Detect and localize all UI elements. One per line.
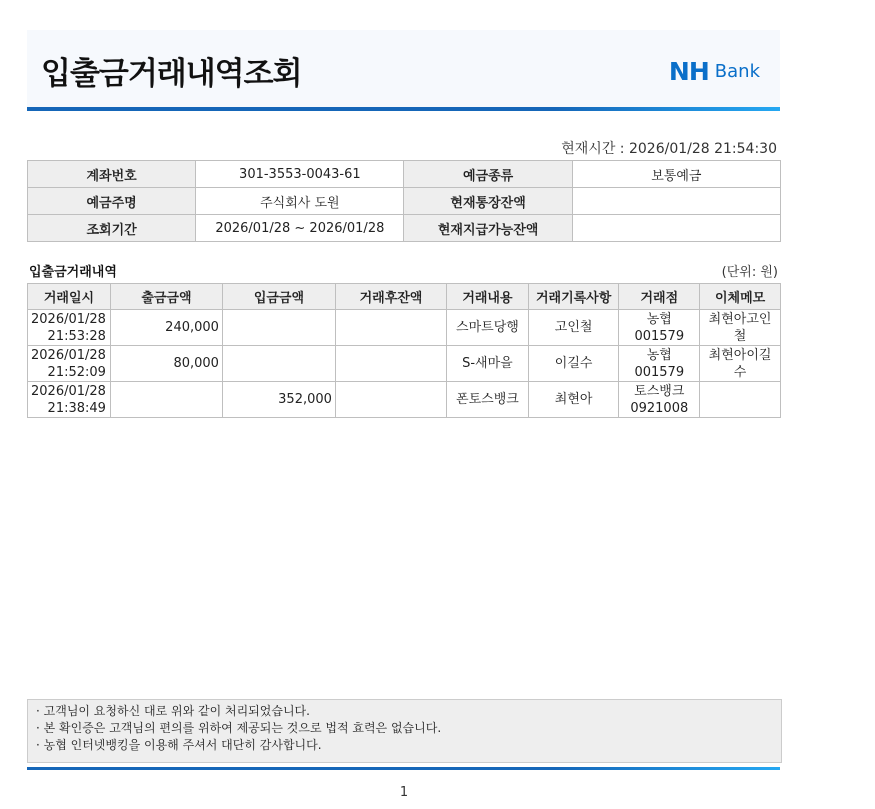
current-time-value: 2026/01/28 21:54:30: [628, 141, 777, 157]
account-no-label: 계좌번호: [28, 161, 196, 188]
info-row: [28, 188, 781, 215]
tx-withdrawal: 240,000: [110, 310, 222, 346]
tx-content: 스마트당행: [447, 310, 529, 346]
section-title: 입출금거래내역: [29, 265, 117, 280]
tx-time: 21:38:49: [47, 400, 106, 416]
notice-line: · 고객님이 요청하신 대로 위와 같이 처리되었습니다.: [36, 704, 310, 718]
column-header: 거래일시: [28, 284, 111, 310]
tx-datetime: [28, 346, 111, 382]
tx-time: 21:53:28: [47, 328, 106, 344]
available-value: [572, 215, 780, 242]
column-header: 거래기록사항: [528, 284, 619, 310]
logo-nh-text: NH: [668, 56, 709, 86]
tx-record: 고인철: [528, 310, 619, 346]
notice-box: [27, 699, 782, 763]
page-title: 입출금거래내역조회: [41, 56, 302, 92]
logo-bank-text: Bank: [714, 60, 760, 82]
available-label: 현재지급가능잔액: [404, 215, 572, 242]
column-header: 거래점: [619, 284, 700, 310]
current-time-label: 현재시간 :: [561, 141, 629, 157]
tx-date: 2026/01/28: [31, 383, 106, 399]
tx-branch-line1: 농협 001579: [634, 311, 685, 344]
tx-branch-line2: 0921008: [630, 400, 689, 416]
table-header-row: [28, 284, 781, 310]
notice-line: · 농협 인터넷뱅킹을 이용해 주셔서 대단히 감사합니다.: [36, 738, 322, 752]
column-header: 입금금액: [222, 284, 335, 310]
tx-balance: [335, 310, 446, 346]
table-row: [28, 346, 781, 382]
transactions-table: [27, 283, 781, 418]
column-header: 출금금액: [110, 284, 222, 310]
tx-time: 21:52:09: [47, 364, 106, 380]
table-row: [28, 310, 781, 346]
notice-line: · 본 확인증은 고객님의 편의를 위하여 제공되는 것으로 법적 효력은 없습니다.: [36, 721, 442, 735]
tx-memo: 최현아이길수: [700, 346, 781, 382]
balance-value: [572, 188, 780, 215]
tx-deposit: [222, 346, 335, 382]
nh-bank-logo: [669, 57, 760, 85]
tx-branch: [619, 346, 700, 382]
tx-branch: [619, 382, 700, 418]
tx-branch-line1: 토스뱅크: [634, 383, 685, 399]
column-header: 거래후잔액: [335, 284, 446, 310]
tx-balance: [335, 382, 446, 418]
tx-memo: 최현아고인철: [700, 310, 781, 346]
tx-record: 최현아: [528, 382, 619, 418]
unit-label: (단위: 원): [721, 265, 778, 280]
holder-value: 주식회사 도원: [196, 188, 404, 215]
table-row: [28, 382, 781, 418]
tx-deposit: 352,000: [222, 382, 335, 418]
info-row: [28, 215, 781, 242]
tx-memo: [700, 382, 781, 418]
balance-label: 현재통장잔액: [404, 188, 572, 215]
header-divider: [27, 107, 780, 111]
deposit-type-label: 예금종류: [404, 161, 572, 188]
tx-withdrawal: 80,000: [110, 346, 222, 382]
holder-label: 예금주명: [28, 188, 196, 215]
tx-record: 이길수: [528, 346, 619, 382]
current-time: [561, 138, 777, 158]
period-label: 조회기간: [28, 215, 196, 242]
tx-content: S-새마을: [447, 346, 529, 382]
account-no-value: 301-3553-0043-61: [196, 161, 404, 188]
tx-datetime: [28, 310, 111, 346]
tx-withdrawal: [110, 382, 222, 418]
page-number: 1: [399, 785, 409, 800]
tx-branch-line1: 농협 001579: [634, 347, 685, 380]
account-info-table: [27, 160, 781, 242]
tx-datetime: [28, 382, 111, 418]
report-header: [27, 30, 780, 107]
deposit-type-value: 보통예금: [572, 161, 780, 188]
tx-date: 2026/01/28: [31, 311, 106, 327]
period-value: 2026/01/28 ~ 2026/01/28: [196, 215, 404, 242]
column-header: 거래내용: [447, 284, 529, 310]
tx-date: 2026/01/28: [31, 347, 106, 363]
footer-divider: [27, 767, 780, 770]
column-header: 이체메모: [700, 284, 781, 310]
info-row: [28, 161, 781, 188]
tx-balance: [335, 346, 446, 382]
tx-branch: [619, 310, 700, 346]
tx-content: 폰토스뱅크: [447, 382, 529, 418]
tx-deposit: [222, 310, 335, 346]
